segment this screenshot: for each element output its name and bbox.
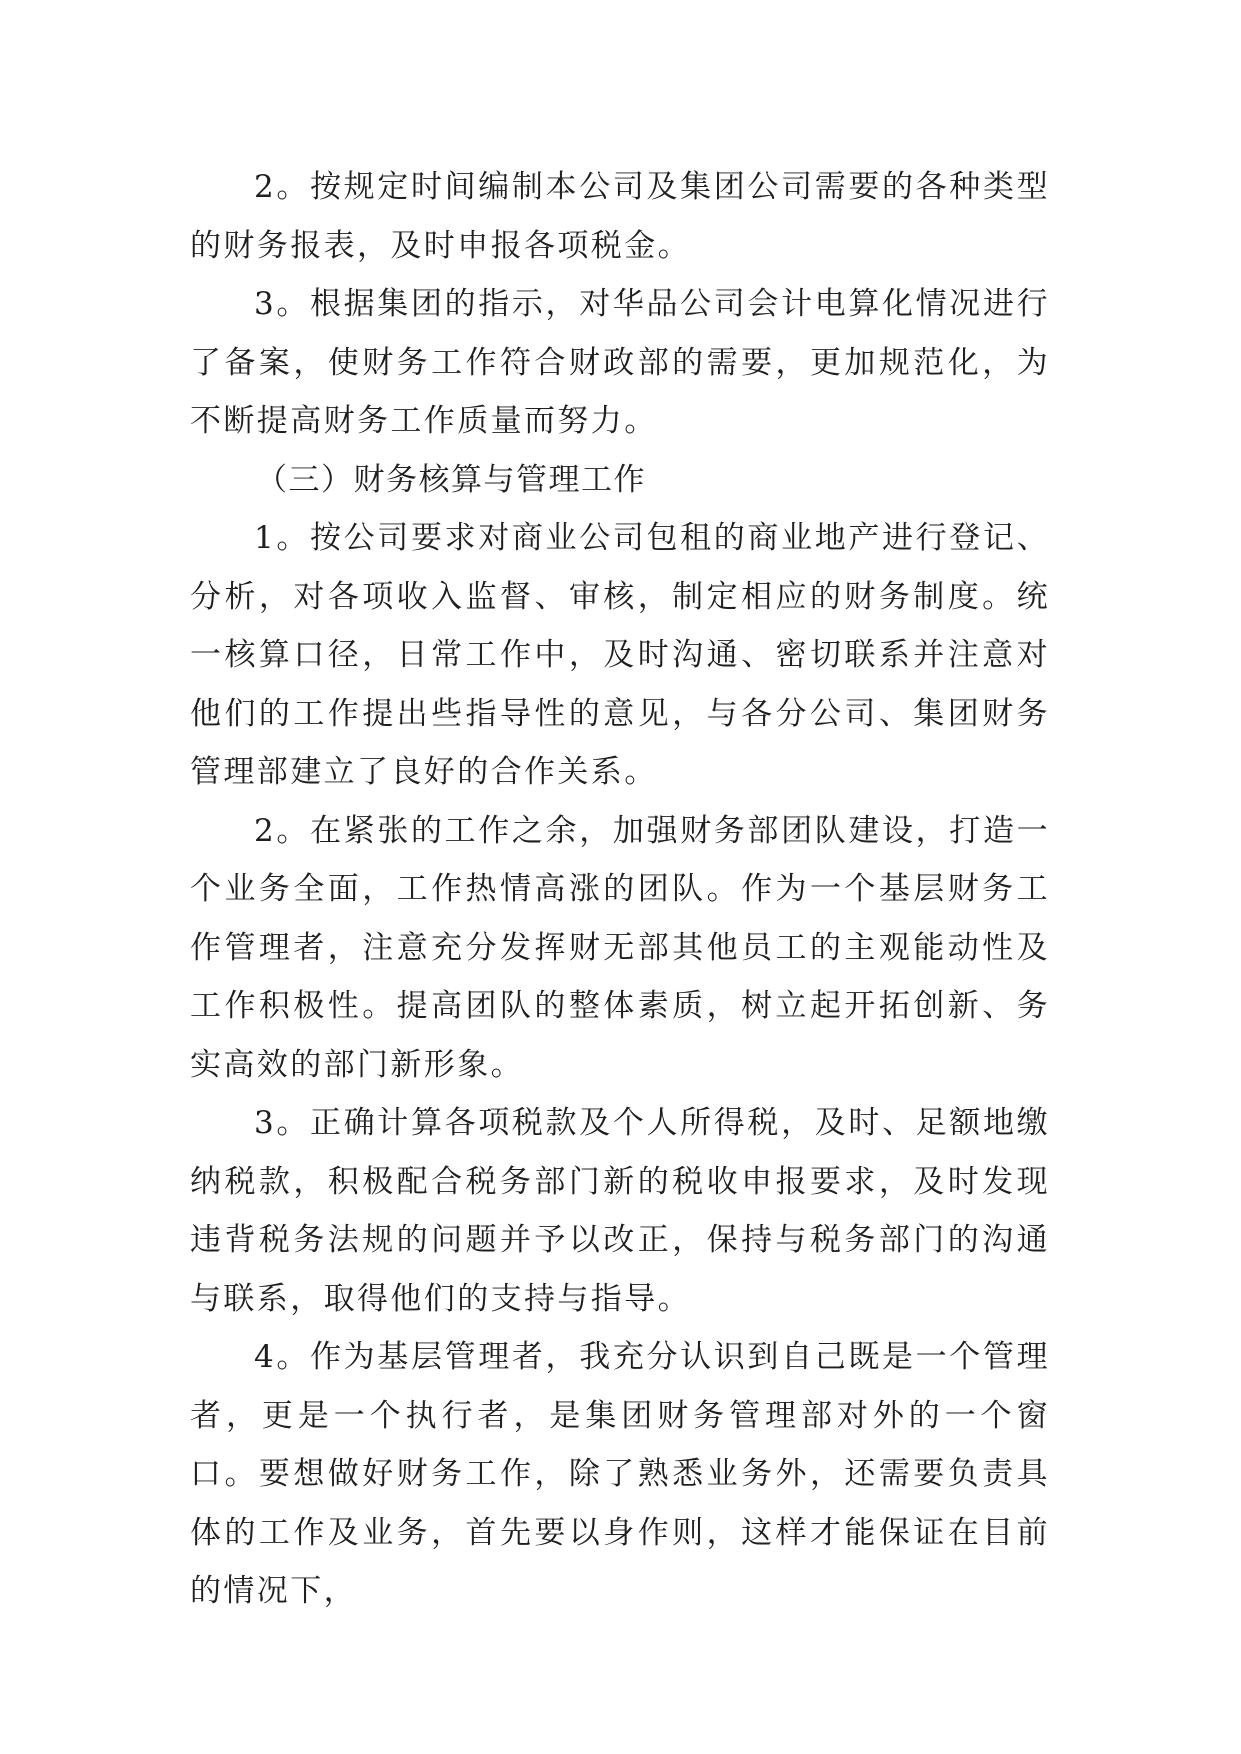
paragraph-1-commercial-property: 1。按公司要求对商业公司包租的商业地产进行登记、分析，对各项收入监督、审核，制定相应的财务制度。统一核算口径，日常工作中，及时沟通、密切联系并注意对他们的工作提出些指导性的意见，与各分公司、集团财务管理部建立了良好的合作关系。 [190,520,1050,790]
paragraph-3-tax-payment: 3。正确计算各项税款及个人所得税，及时、足额地缴纳税款，积极配合税务部门新的税收申报要求，及时发现违背税务法规的问题并予以改正，保持与税务部门的沟通与联系，取得他们的支持与指导。 [190,1105,1050,1317]
section-heading-accounting-management: （三）财务核算与管理工作 [256,461,646,498]
document-body [190,158,1050,1621]
paragraph-4-manager-role: 4。作为基层管理者，我充分认识到自己既是一个管理者，更是一个执行者，是集团财务管理部对外的一个窗口。要想做好财务工作，除了熟悉业务外，还需要负责具体的工作及业务，首先要以身作则，这样才能保证在目前的情况下， [190,1339,1050,1609]
paragraph-2-reports: 2。按规定时间编制本公司及集团公司需要的各种类型的财务报表，及时申报各项税金。 [190,169,1050,264]
paragraph-2-team-building: 2。在紧张的工作之余，加强财务部团队建设，打造一个业务全面，工作热情高涨的团队。作为一个基层财务工作管理者，注意充分发挥财无部其他员工的主观能动性及工作积极性。提高团队的整体素质，树立起开拓创新、务实高效的部门新形象。 [190,812,1050,1083]
paragraph-3-accounting-computerization: 3。根据集团的指示，对华品公司会计电算化情况进行了备案，使财务工作符合财政部的需要，更加规范化，为不断提高财务工作质量而努力。 [190,286,1050,439]
